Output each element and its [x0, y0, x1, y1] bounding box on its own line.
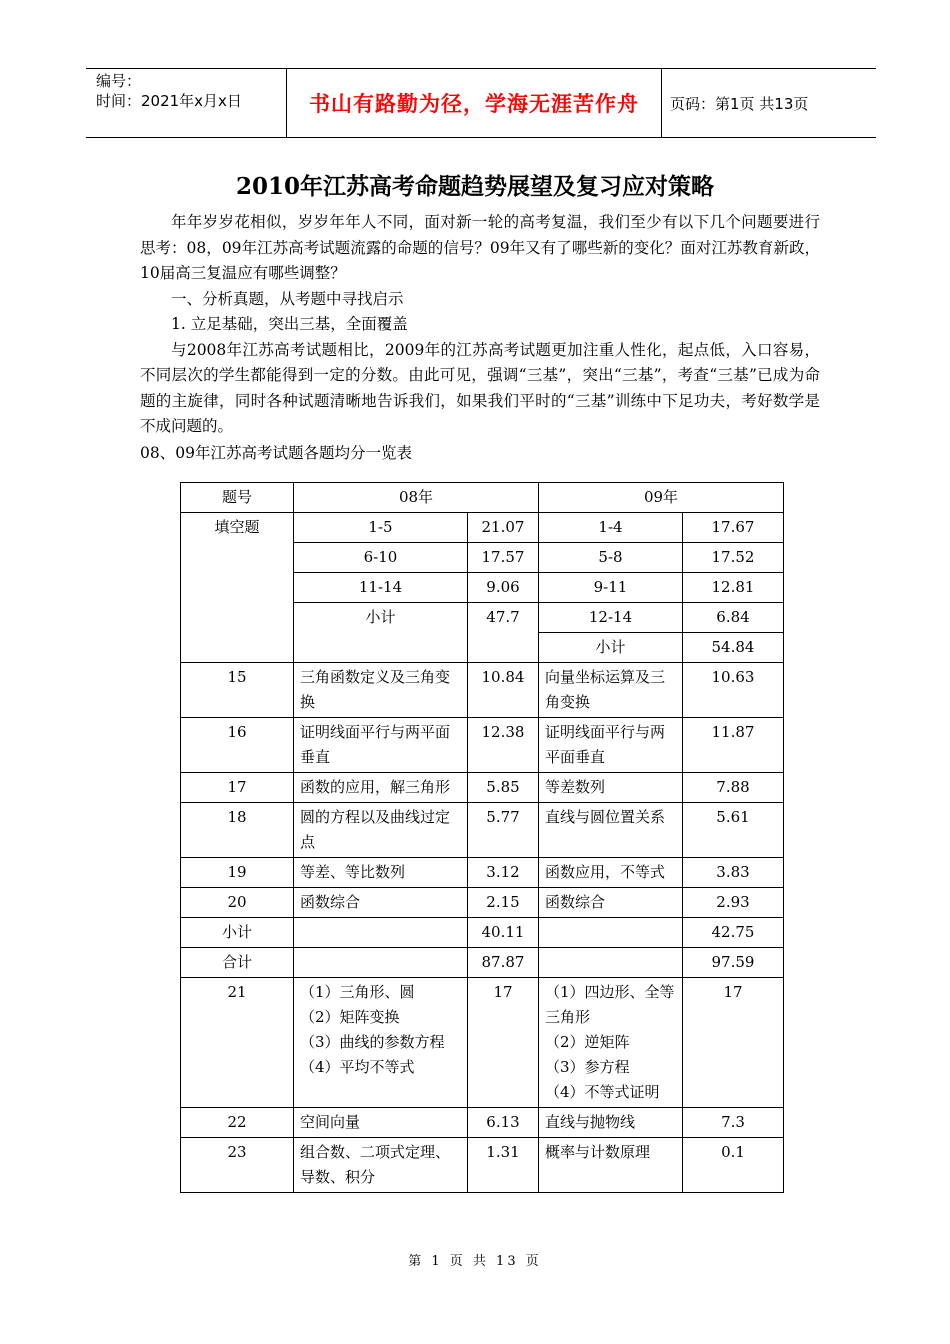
- cell-subtotal-09-label: 小计: [539, 633, 683, 663]
- cell-score-09: 0.1: [683, 1138, 784, 1193]
- cell-topic-08: 函数的应用，解三角形: [294, 773, 468, 803]
- header-cell-09: 09年: [539, 483, 784, 513]
- cell-qnum: 合计: [181, 948, 294, 978]
- cell-score-08: 9.06: [468, 573, 539, 603]
- cell-qnum: 16: [181, 718, 294, 773]
- page-footer: 第 1 页 共 13 页: [408, 1254, 542, 1269]
- cell-score-08: 21.07: [468, 513, 539, 543]
- cell-score-08: 6.13: [468, 1108, 539, 1138]
- cell-topic-08: 三角函数定义及三角变换: [294, 663, 468, 718]
- header-motto: 书山有路勤为径，学海无涯苦作舟: [286, 69, 662, 137]
- cell-score-09: 7.3: [683, 1108, 784, 1138]
- cell-score-09: 3.83: [683, 858, 784, 888]
- cell-topic-09: [539, 948, 683, 978]
- cell-score-08: 5.85: [468, 773, 539, 803]
- table-row: [181, 858, 784, 888]
- table-caption: 08、09年江苏高考试题各题均分一览表: [140, 443, 412, 462]
- section-heading: 一、分析真题，从考题中寻找启示: [171, 289, 404, 308]
- header-page-label: 页码：第1页 共13页: [670, 94, 809, 113]
- cell-topic-08: 圆的方程以及曲线过定点: [294, 803, 468, 858]
- cell-range-09: 9-11: [539, 573, 683, 603]
- document-body: [140, 210, 820, 466]
- cell-topic-09: 概率与计数原理: [539, 1138, 683, 1193]
- cell-topic-09: [539, 978, 683, 1108]
- cell-score-09: 97.59: [683, 948, 784, 978]
- cell-qnum: 18: [181, 803, 294, 858]
- cell-score-08: 2.15: [468, 888, 539, 918]
- cell-score-09: 17.67: [683, 513, 784, 543]
- topic-line: （4）不等式证明: [545, 1083, 660, 1101]
- cell-subtotal-08-score: 47.7: [468, 603, 539, 663]
- table-row: [181, 803, 784, 858]
- cell-subtotal-08-label: 小计: [294, 603, 468, 663]
- table-row: [181, 718, 784, 773]
- document-title: 2010年江苏高考命题趋势展望及复习应对策略: [235, 173, 714, 200]
- cell-qnum: 20: [181, 888, 294, 918]
- cell-score-08: 87.87: [468, 948, 539, 978]
- cell-score-09: 6.84: [683, 603, 784, 633]
- header-number-label: 编号：: [96, 72, 142, 90]
- fill-label-cell: 填空题: [181, 513, 294, 663]
- table-row: [181, 513, 784, 543]
- header-cell-08: 08年: [294, 483, 539, 513]
- cell-score-09: 17: [683, 978, 784, 1108]
- cell-range-09: 1-4: [539, 513, 683, 543]
- score-table: [180, 482, 784, 1193]
- header-time-label: 时间：2021年x月x日: [96, 92, 242, 110]
- cell-qnum: 21: [181, 978, 294, 1108]
- cell-qnum: 17: [181, 773, 294, 803]
- cell-score-09: 11.87: [683, 718, 784, 773]
- table-row: [181, 1108, 784, 1138]
- cell-score-08: 10.84: [468, 663, 539, 718]
- topic-line: （2）逆矩阵: [545, 1033, 630, 1051]
- analysis-paragraph: 与2008年江苏高考试题相比，2009年的江苏高考试题更加注重人性化，起点低，入口容易，不同层次的学生都能得到一定的分数。由此可见，强调“三基”，突出“三基”，考查“三基”已成为命题的主旋律，同时各种试题清晰地告诉我们，如果我们平时的“三基”训练中下足功夫，考好数学是不成问题的。: [140, 340, 820, 435]
- cell-score-08: 17.57: [468, 543, 539, 573]
- cell-topic-08: [294, 948, 468, 978]
- cell-subtotal-09-score: 54.84: [683, 633, 784, 663]
- cell-score-09: 42.75: [683, 918, 784, 948]
- cell-topic-08: [294, 918, 468, 948]
- cell-qnum: 小计: [181, 918, 294, 948]
- cell-range-09: 5-8: [539, 543, 683, 573]
- cell-topic-09: 函数综合: [539, 888, 683, 918]
- table-row: [181, 948, 784, 978]
- cell-score-08: 40.11: [468, 918, 539, 948]
- cell-score-09: 5.61: [683, 803, 784, 858]
- cell-range-08: 1-5: [294, 513, 468, 543]
- cell-topic-08: 空间向量: [294, 1108, 468, 1138]
- topic-line: （4）平均不等式: [300, 1058, 415, 1076]
- table-row: [181, 1138, 784, 1193]
- cell-qnum: 23: [181, 1138, 294, 1193]
- cell-qnum: 19: [181, 858, 294, 888]
- cell-score-09: 2.93: [683, 888, 784, 918]
- cell-score-09: 10.63: [683, 663, 784, 718]
- topic-line: （1）三角形、圆: [300, 983, 415, 1001]
- topic-line: （3）曲线的参数方程: [300, 1033, 445, 1051]
- table-row: [181, 888, 784, 918]
- cell-range-08: 11-14: [294, 573, 468, 603]
- cell-score-08: 12.38: [468, 718, 539, 773]
- page-header: [86, 68, 876, 138]
- cell-qnum: 22: [181, 1108, 294, 1138]
- cell-topic-08: 函数综合: [294, 888, 468, 918]
- header-cell-qnum: 题号: [181, 483, 294, 513]
- cell-score-09: 12.81: [683, 573, 784, 603]
- cell-topic-09: 等差数列: [539, 773, 683, 803]
- table-row: [181, 773, 784, 803]
- cell-topic-09: 证明线面平行与两平面垂直: [539, 718, 683, 773]
- subsection-heading: 1. 立足基础，突出三基，全面覆盖: [171, 315, 408, 333]
- intro-paragraph: 年年岁岁花相似，岁岁年年人不同，面对新一轮的高考复温，我们至少有以下几个问题要进行思考：08，09年江苏高考试题流露的命题的信号？09年又有了哪些新的变化？面对江苏教育新政，10届高三复温应有哪些调整？: [140, 213, 820, 282]
- cell-topic-09: 函数应用，不等式: [539, 858, 683, 888]
- cell-topic-09: 直线与圆位置关系: [539, 803, 683, 858]
- cell-range-09: 12-14: [539, 603, 683, 633]
- cell-topic-09: 直线与抛物线: [539, 1108, 683, 1138]
- topic-line: （3）参方程: [545, 1058, 630, 1076]
- cell-score-08: 3.12: [468, 858, 539, 888]
- table-row: [181, 663, 784, 718]
- cell-range-08: 6-10: [294, 543, 468, 573]
- cell-score-09: 17.52: [683, 543, 784, 573]
- cell-topic-09: 向量坐标运算及三角变换: [539, 663, 683, 718]
- cell-qnum: 15: [181, 663, 294, 718]
- table-row: [181, 978, 784, 1108]
- table-row: [181, 918, 784, 948]
- table-header-row: [181, 483, 784, 513]
- topic-line: （1）四边形、全等三角形: [545, 983, 675, 1026]
- cell-score-08: 1.31: [468, 1138, 539, 1193]
- cell-score-09: 7.88: [683, 773, 784, 803]
- cell-topic-08: [294, 978, 468, 1108]
- cell-score-08: 17: [468, 978, 539, 1108]
- header-meta: [86, 69, 286, 137]
- cell-topic-08: 组合数、二项式定理、导数、积分: [294, 1138, 468, 1193]
- cell-score-08: 5.77: [468, 803, 539, 858]
- topic-line: （2）矩阵变换: [300, 1008, 400, 1026]
- cell-topic-08: 等差、等比数列: [294, 858, 468, 888]
- cell-topic-09: [539, 918, 683, 948]
- cell-topic-08: 证明线面平行与两平面垂直: [294, 718, 468, 773]
